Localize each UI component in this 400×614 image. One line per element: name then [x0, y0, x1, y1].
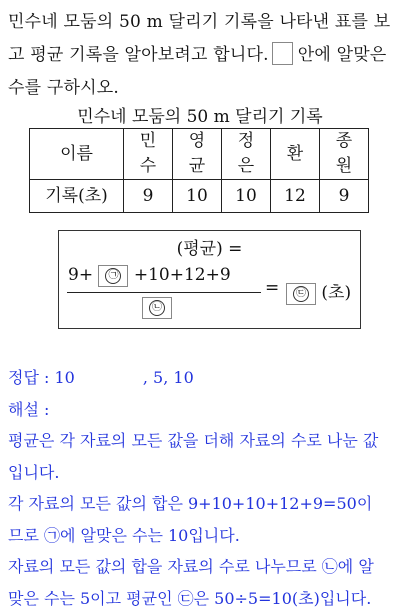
explanation-line-6: 맞은 수는 5이고 평균인 ㉢은 50÷5=10(초)입니다.: [8, 583, 400, 614]
record-cell: 10: [173, 180, 222, 213]
answer-line: [8, 362, 400, 394]
explanation-line-2: 입니다.: [8, 457, 400, 489]
numerator-start: 9+: [68, 265, 93, 285]
formula-heading: (평균) =: [59, 234, 360, 259]
question-line-2b: 안에 알맞은: [298, 45, 387, 65]
answer-value-2: 5: [153, 368, 163, 387]
blank-1-box: [98, 265, 128, 287]
name-cell: 정 은: [222, 129, 271, 180]
question-line-1: 민수네 모둠의 50 m 달리기 기록을 나타낸 표를 보: [8, 6, 396, 39]
explanation-line-1: 평균은 각 자료의 모든 값을 더해 자료의 수로 나눈 값: [8, 425, 400, 457]
explanation-line-3: 각 자료의 모든 값의 합은 9+10+10+12+9=50이: [8, 488, 400, 520]
formula-numerator: [68, 265, 231, 287]
record-header: 기록(초): [30, 180, 124, 213]
question-line-3: 수를 구하시오.: [8, 72, 396, 105]
name-cell: 영 균: [173, 129, 222, 180]
blank-2-box: [142, 297, 172, 319]
formula-result: [286, 278, 351, 305]
record-row: [30, 180, 369, 213]
explanation-line-5: 자료의 모든 값의 합을 자료의 수로 나누므로 ㉡에 알: [8, 551, 400, 583]
fraction-bar: [67, 292, 261, 293]
answer-sep-2: ,: [163, 368, 168, 387]
answer-value-1: 10: [54, 368, 74, 387]
result-unit: (초): [321, 283, 351, 303]
question-line-2a: 고 평균 기록을 알아보려고 합니다.: [8, 45, 269, 65]
record-table: [29, 128, 369, 213]
formula-denominator: [142, 297, 172, 319]
answer-value-3: 10: [173, 368, 193, 387]
numerator-end: +10+12+9: [134, 265, 231, 285]
circled-giyeok-icon: ㉠: [105, 268, 121, 284]
name-cell: 종 원: [320, 129, 369, 180]
circled-nieun-icon: ㉡: [149, 300, 165, 316]
record-cell: 9: [124, 180, 173, 213]
answer-label: 정답 :: [8, 368, 49, 387]
name-cell: 환: [271, 129, 320, 180]
explanation-label: 해설 :: [8, 394, 400, 426]
name-row: [30, 129, 369, 180]
average-formula-box: [58, 230, 361, 329]
blank-3-box: [286, 283, 316, 305]
formula-equals: =: [265, 278, 279, 298]
answer-sep-1: ,: [143, 368, 148, 387]
circled-digeut-icon: ㉢: [293, 286, 309, 302]
record-cell: 10: [222, 180, 271, 213]
question-text: [8, 6, 396, 105]
table-title: 민수네 모둠의 50 m 달리기 기록: [0, 102, 400, 127]
record-cell: 9: [320, 180, 369, 213]
answer-section: [8, 362, 400, 614]
name-header: 이름: [30, 129, 124, 180]
record-cell: 12: [271, 180, 320, 213]
name-cell: 민 수: [124, 129, 173, 180]
explanation-line-4: 므로 ㉠에 알맞은 수는 10입니다.: [8, 520, 400, 552]
question-line-2: [8, 39, 396, 72]
blank-square-icon: [272, 42, 293, 65]
